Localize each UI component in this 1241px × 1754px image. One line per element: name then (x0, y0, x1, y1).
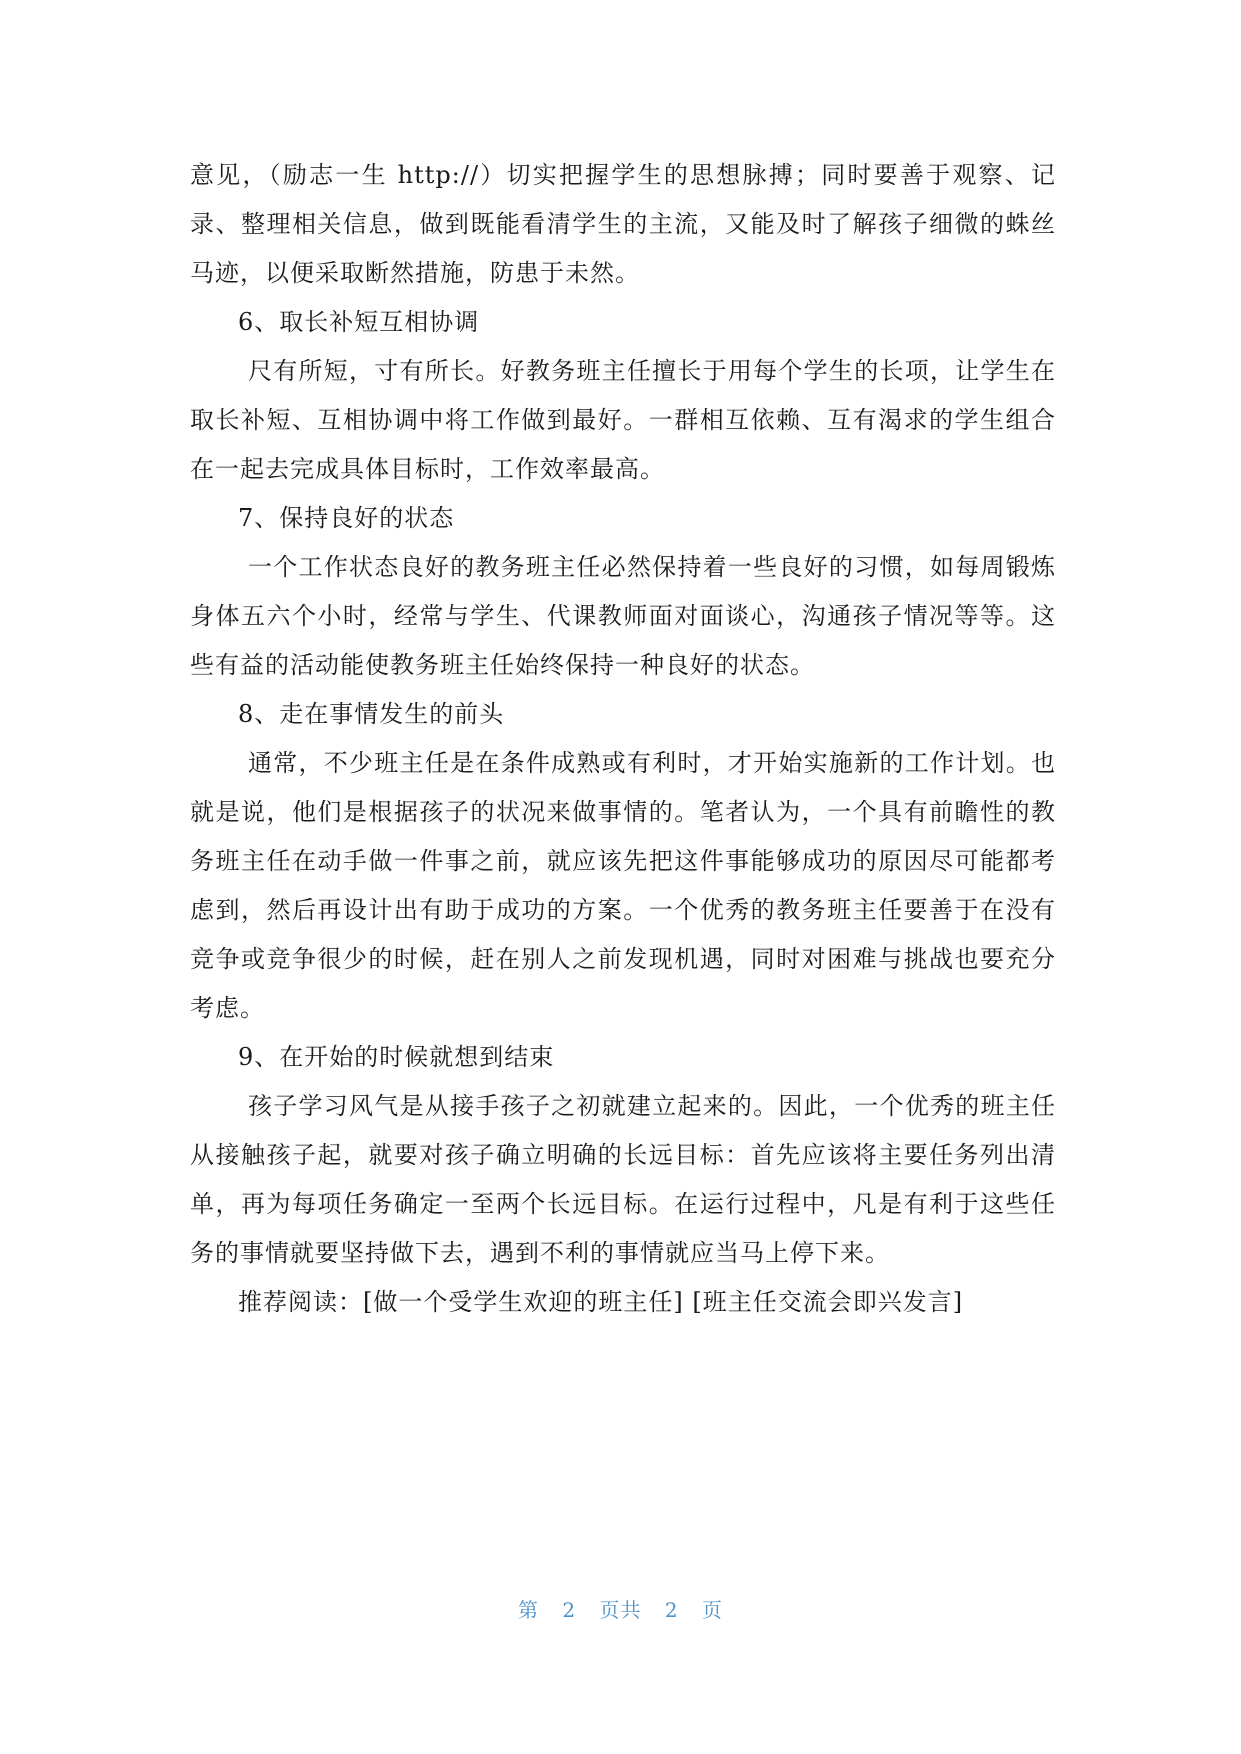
section-heading-6: 6、取长补短互相协调 (238, 308, 480, 336)
section-body-6: 尺有所短，寸有所长。好教务班主任擅长于用每个学生的长项，让学生在取长补短、互相协调中将工作做到最好。一群相互依赖、互有渴求的学生组合在一起去完成具体目标时，工作效率最高。 (190, 357, 1056, 483)
page-footer (0, 1594, 1241, 1623)
section-heading-7: 7、保持良好的状态 (238, 504, 455, 532)
footer-prefix: 第 (518, 1598, 540, 1622)
document-body (190, 151, 1056, 1327)
footer-current-page: 2 (562, 1598, 577, 1622)
section-heading-9: 9、在开始的时候就想到结束 (238, 1043, 555, 1071)
section-body-9: 孩子学习风气是从接手孩子之初就建立起来的。因此，一个优秀的班主任从接触孩子起，就要对孩子确立明确的长远目标：首先应该将主要任务列出清单，再为每项任务确定一至两个长远目标。在运行过程中，凡是有利于这些任务的事情就要坚持做下去，遇到不利的事情就应当马上停下来。 (190, 1092, 1056, 1267)
section-body-7: 一个工作状态良好的教务班主任必然保持着一些良好的习惯，如每周锻炼身体五六个小时，经常与学生、代课教师面对面谈心，沟通孩子情况等等。这些有益的活动能使教务班主任始终保持一种良好的状态。 (190, 553, 1056, 679)
footer-total-pages: 2 (664, 1598, 679, 1622)
recommended-reading: 推荐阅读：[做一个受学生欢迎的班主任] [班主任交流会即兴发言] (238, 1288, 964, 1316)
paragraph-continuation: 意见，（励志一生 http://）切实把握学生的思想脉搏；同时要善于观察、记录、整理相关信息，做到既能看清学生的主流，又能及时了解孩子细微的蛛丝马迹，以便采取断然措施，防患于未然。 (190, 161, 1056, 287)
section-body-8: 通常，不少班主任是在条件成熟或有利时，才开始实施新的工作计划。也就是说，他们是根据孩子的状况来做事情的。笔者认为，一个具有前瞻性的教务班主任在动手做一件事之前，就应该先把这件事能够成功的原因尽可能都考虑到，然后再设计出有助于成功的方案。一个优秀的教务班主任要善于在没有竞争或竞争很少的时候，赶在别人之前发现机遇，同时对困难与挑战也要充分考虑。 (190, 749, 1056, 1022)
footer-mid: 页共 (599, 1598, 642, 1622)
section-heading-8: 8、走在事情发生的前头 (238, 700, 505, 728)
footer-suffix: 页 (701, 1598, 723, 1622)
